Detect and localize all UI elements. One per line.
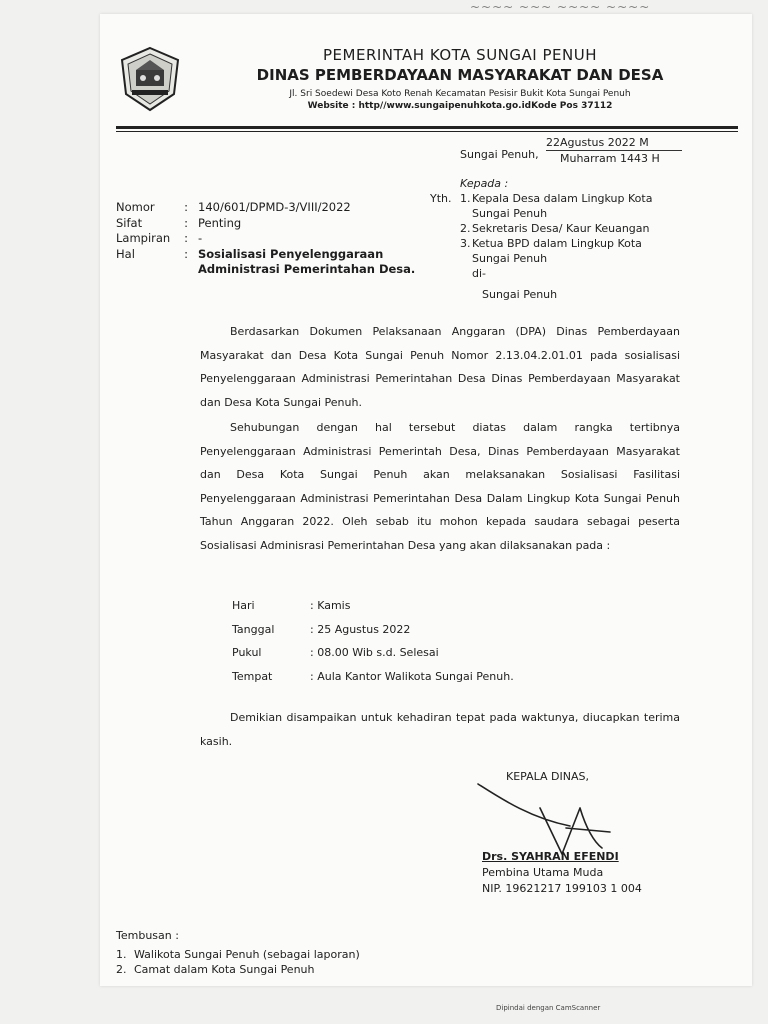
schedule-table: [232, 594, 514, 688]
recipient-item: 3. Ketua BPD dalam Lingkup Kota Sungai Penuh: [460, 237, 642, 265]
agency-name: DINAS PEMBERDAYAAN MASYARAKAT DAN DESA: [256, 66, 664, 84]
signatory-title: KEPALA DINAS,: [506, 770, 589, 783]
meta-row-hal: Hal : Sosialisasi Penyelenggaraan Administrasi Pemerintahan Desa.: [116, 246, 416, 276]
recipient-di: di-: [472, 267, 487, 280]
regional-emblem-icon: [118, 46, 182, 112]
list-item: 1. Walikota Sungai Penuh (sebagai laporan): [116, 948, 360, 961]
recipient-item: Yth. 1. Kepala Desa dalam Lingkup Kota Sungai Penuh: [430, 192, 653, 220]
scanner-watermark: Dipindai dengan CamScanner: [496, 1004, 601, 1012]
meta-row-lampiran: Lampiran : -: [116, 231, 203, 245]
signatory-nip: NIP. 19621217 199103 1 004: [482, 882, 642, 895]
carbon-copy-list: [116, 928, 360, 977]
handwritten-margin-note: ~~~~ ~~~ ~~~~ ~~~~: [470, 0, 651, 14]
recipient-kepada: Kepada :: [460, 177, 509, 190]
schedule-row: Tanggal : 25 Agustus 2022: [232, 622, 411, 636]
schedule-row: Tempat : Aula Kantor Walikota Sungai Penuh.: [232, 669, 514, 683]
letter-meta: [116, 200, 418, 278]
schedule-row: Pukul : 08.00 Wib s.d. Selesai: [232, 646, 439, 659]
body-paragraph-2: Sehubungan dengan hal tersebut diatas dalam rangka tertibnya Penyelenggaraan Administrasi Pemerintah Desa, Dinas Pemberdayaan Masyarakat dan Desa Kota Sungai Penuh akan melaksanakan Sosialisasi Fasilitasi Penyelenggaraan Administrasi Pemerintahan Desa Dalam Lingkup Kota Sungai Penuh Tahun Anggaran 2022. Oleh sebab itu mohon kepada saudara sebagai peserta Sosialisasi Adminisrasi Pemerintahan Desa yang akan dilaksanakan pada :: [200, 421, 680, 552]
agency-website: Website : http//www.sungaipenuhkota.go.idKode Pos 37112: [307, 101, 613, 111]
closing-paragraph: Demikian disampaikan untuk kehadiran tepat pada waktunya, diucapkan terima kasih.: [200, 711, 680, 748]
signatory-name: Drs. SYAHRAN EFENDI: [482, 850, 619, 863]
recipient-block: [430, 176, 682, 302]
letterhead: [200, 46, 720, 111]
body-paragraph-1: Berdasarkan Dokumen Pelaksanaan Anggaran (DPA) Dinas Pemberdayaan Masyarakat dan Desa Kota Sungai Penuh Nomor 2.13.04.2.01.01 pada sosialisasi Penyelenggaraan Administrasi Pemerintahan Desa Dinas Pemberdayaan Masyarakat dan Desa Kota Sungai Penuh.: [200, 325, 680, 409]
schedule-row: Hari : Kamis: [232, 599, 351, 612]
recipient-city: Sungai Penuh: [482, 288, 558, 301]
meta-row-sifat: Sifat : Penting: [116, 215, 242, 230]
list-item: 2. Camat dalam Kota Sungai Penuh: [116, 963, 315, 976]
letter-place: Sungai Penuh,: [460, 148, 539, 161]
carbon-copy-label: Tembusan :: [116, 929, 179, 942]
letter-date-gregorian: 22Agustus 2022 M: [546, 136, 649, 149]
letterhead-rule-thick: [116, 126, 738, 129]
government-name: PEMERINTAH KOTA SUNGAI PENUH: [323, 46, 597, 64]
letter-date-hijri: Muharram 1443 H: [560, 152, 660, 165]
meta-row-nomor: Nomor : 140/601/DPMD-3/VIII/2022: [116, 200, 351, 214]
recipient-item: 2. Sekretaris Desa/ Kaur Keuangan: [460, 222, 650, 235]
agency-address: Jl. Sri Soedewi Desa Koto Renah Kecamatan Pesisir Bukit Kota Sungai Penuh: [289, 89, 631, 99]
signatory-rank: Pembina Utama Muda: [482, 866, 604, 879]
letterhead-rule-thin: [116, 131, 738, 132]
date-divider: [546, 150, 682, 151]
